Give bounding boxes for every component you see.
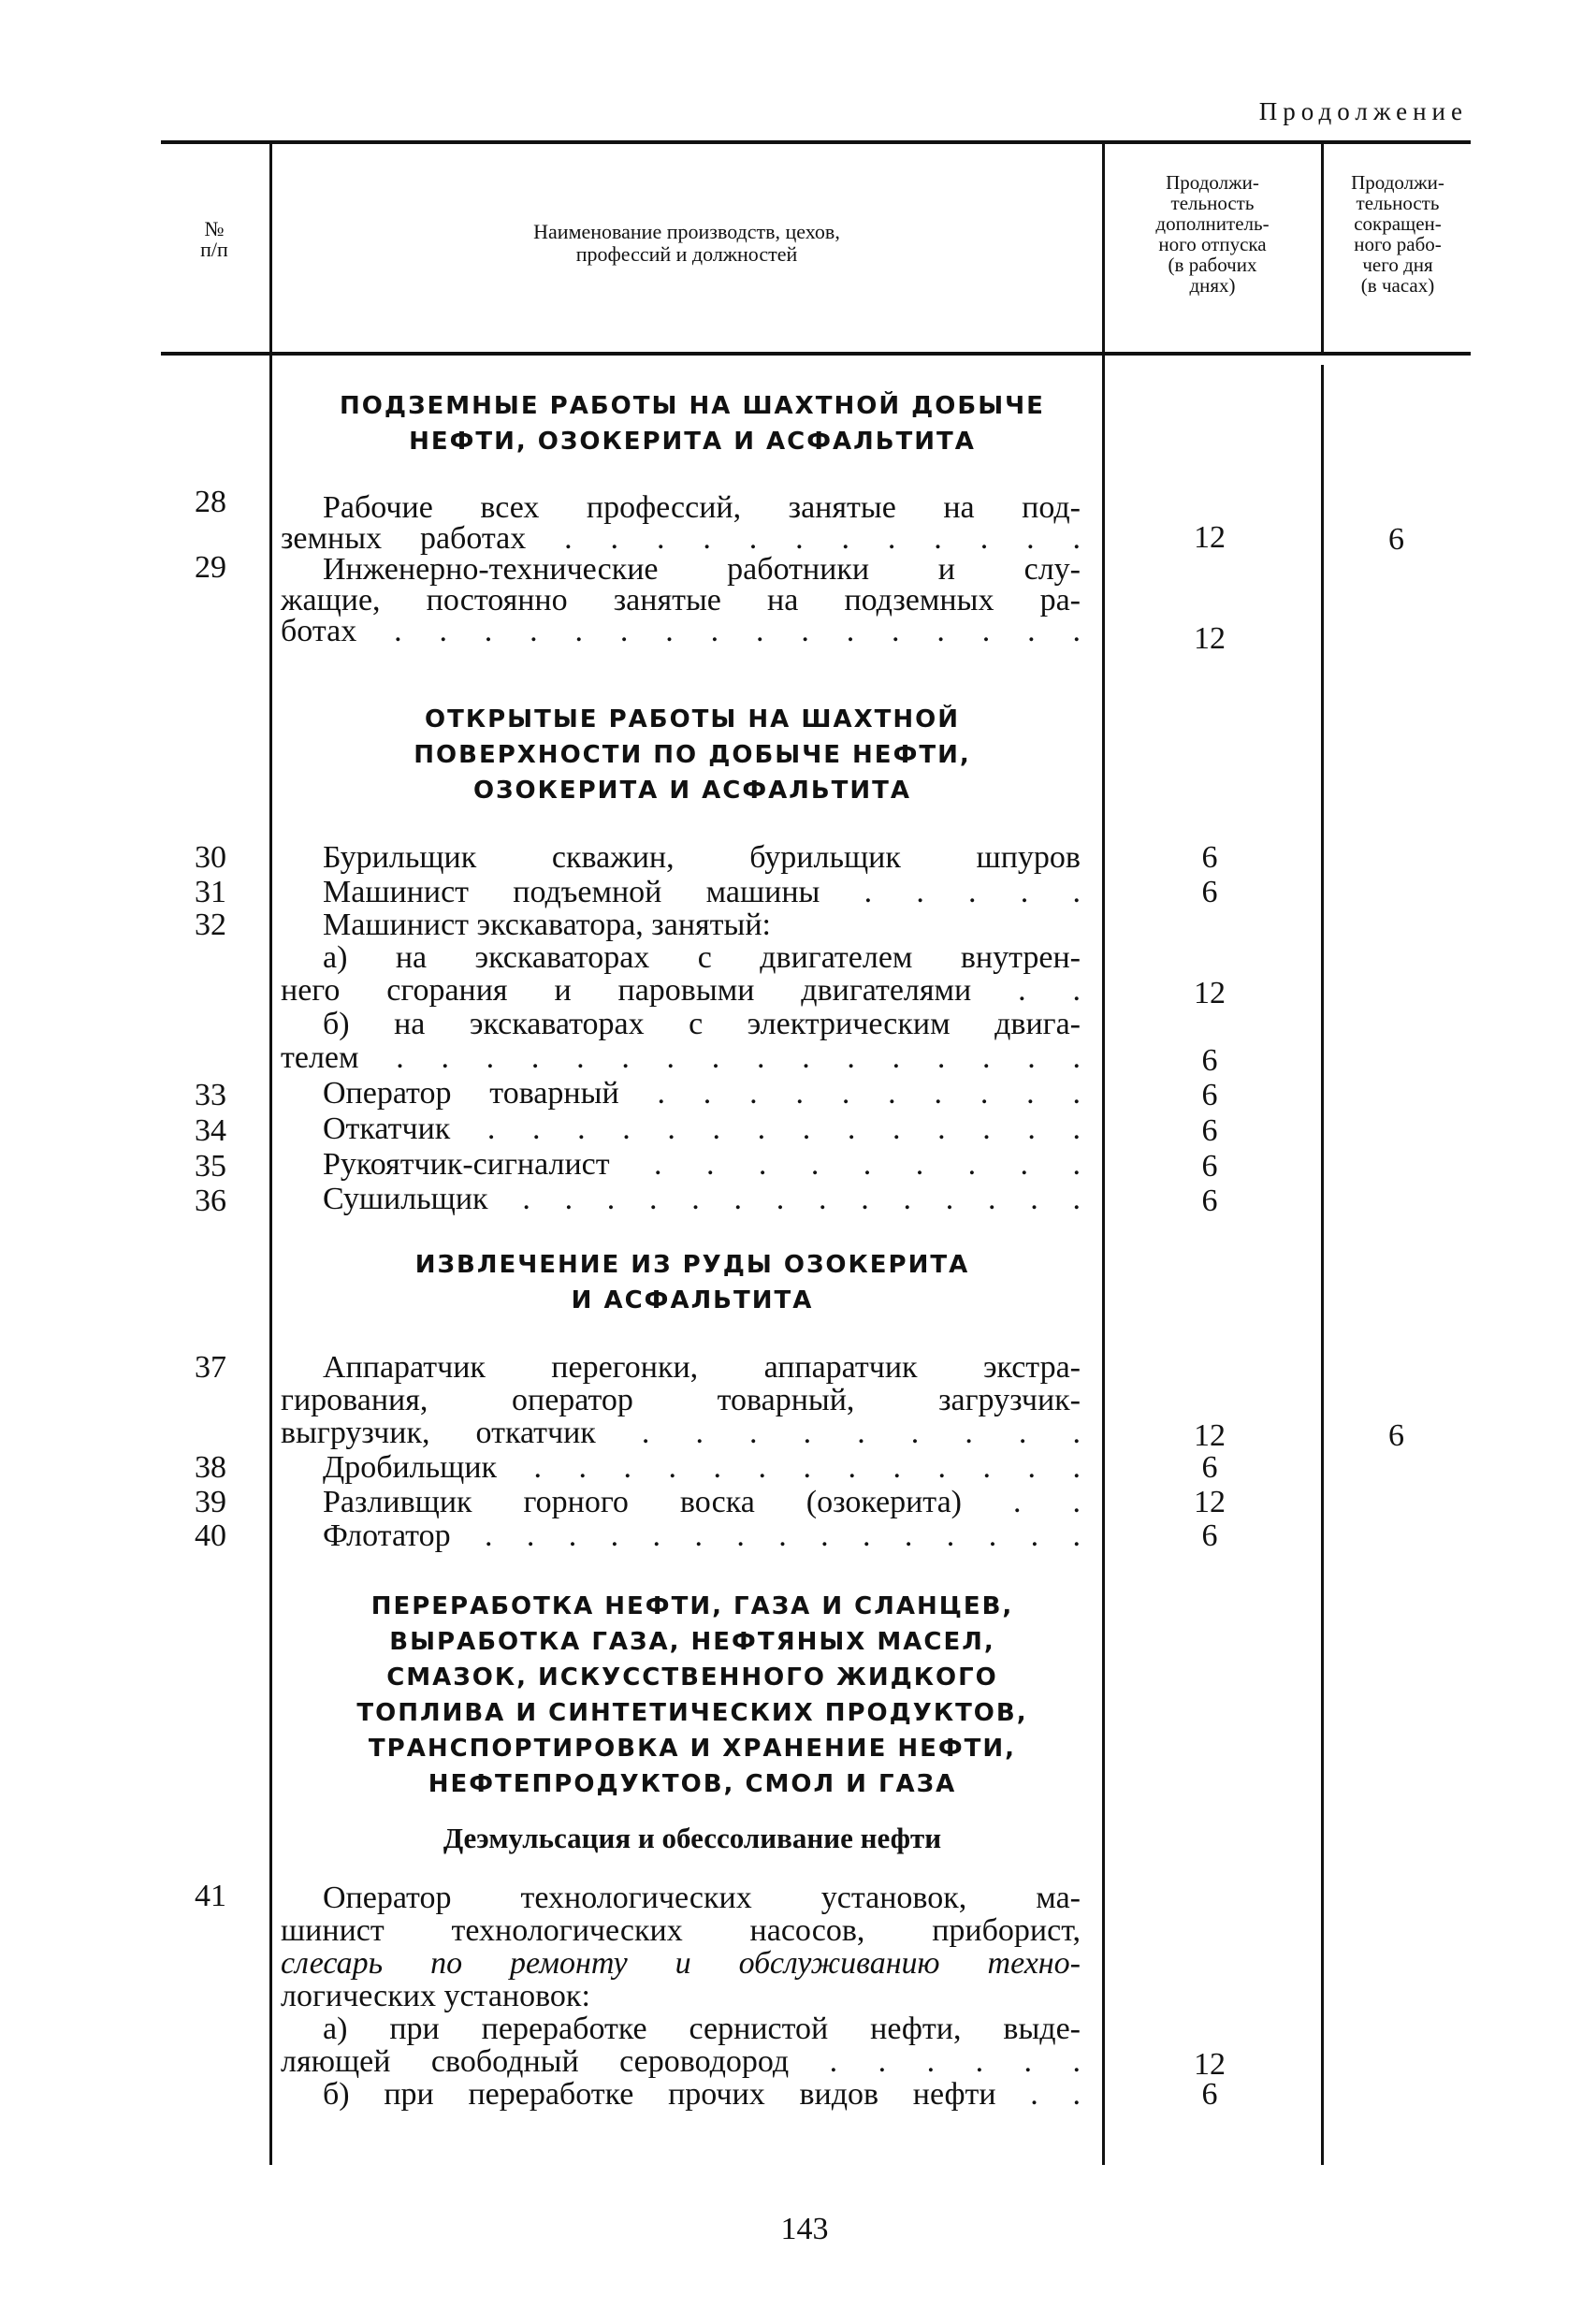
row-text: Инженерно-технические работники и слу- <box>323 552 1081 587</box>
leave-value: 6 <box>1201 1113 1218 1148</box>
row-text: а) при переработке сернистой нефти, выде- <box>323 2012 1081 2046</box>
leave-value: 6 <box>1201 875 1218 909</box>
row-number: 32 <box>195 908 226 942</box>
day-value: 6 <box>1388 1418 1404 1453</box>
section-heading-underground: ПОДЗЕМНЫЕ РАБОТЫ НА ШАХТНОЙ ДОБЫЧЕ НЕФТИ, ОЗОКЕРИТА И АСФАЛЬТИТА <box>340 392 1045 456</box>
row-number: 30 <box>195 840 226 875</box>
column-divider-1 <box>269 142 272 2165</box>
row-text: б) при переработке прочих видов нефти . . <box>323 2077 1081 2112</box>
column-divider-3-lower <box>1321 365 1324 2165</box>
row-text: логических установок: <box>281 1979 590 2013</box>
header-num: № п/п <box>200 217 228 261</box>
row-text: а) на экскаваторах с двигателем внутрен- <box>323 940 1081 975</box>
row-number: 38 <box>195 1450 226 1485</box>
leave-value: 6 <box>1201 1184 1218 1218</box>
row-text: телем . . . . . . . . . . . . . . . . <box>281 1040 1081 1075</box>
header-bottom-rule <box>161 352 1471 356</box>
row-number: 31 <box>195 875 226 909</box>
row-text: Машинист подъемной машины . . . . . <box>323 875 1081 909</box>
row-text: Бурильщик скважин, бурильщик шпуров <box>323 840 1081 875</box>
row-text: Откатчик . . . . . . . . . . . . . . <box>323 1111 1081 1146</box>
row-number: 35 <box>195 1149 226 1184</box>
row-number: 41 <box>195 1879 226 1913</box>
leave-value: 6 <box>1201 840 1218 875</box>
row-number: 34 <box>195 1113 226 1148</box>
table-top-rule <box>161 140 1471 144</box>
row-text: ботах . . . . . . . . . . . . . . . . <box>281 614 1081 648</box>
row-text: него сгорания и паровыми двигателями . . <box>281 973 1081 1008</box>
leave-value: 12 <box>1194 976 1226 1010</box>
row-text: выгрузчик, откатчик . . . . . . . . . <box>281 1416 1081 1450</box>
leave-value: 6 <box>1201 1450 1218 1485</box>
section-heading-open-works: ОТКРЫТЫЕ РАБОТЫ НА ШАХТНОЙ ПОВЕРХНОСТИ ПО ДОБЫЧЕ НЕФТИ, ОЗОКЕРИТА И АСФАЛЬТИТА <box>414 705 971 805</box>
row-text: Оператор товарный . . . . . . . . . . <box>323 1076 1081 1111</box>
row-number: 29 <box>195 550 226 585</box>
row-number: 28 <box>195 485 226 519</box>
row-text: слесарь по ремонту и обслуживанию техно- <box>281 1946 1081 1981</box>
row-text: гирования, оператор товарный, загрузчик- <box>281 1383 1081 1417</box>
header-day-duration: Продолжи- тельность сокращен- ного рабо- чего дня (в часах) <box>1351 171 1444 297</box>
leave-value: 12 <box>1194 2047 1226 2082</box>
row-number: 36 <box>195 1184 226 1218</box>
header-leave-duration: Продолжи- тельность дополнитель- ного отпуска (в рабочих днях) <box>1155 171 1270 297</box>
row-number: 39 <box>195 1485 226 1519</box>
row-text: Оператор технологических установок, ма- <box>323 1881 1081 1915</box>
row-text: земных работах . . . . . . . . . . . . <box>281 521 1081 556</box>
day-value: 6 <box>1388 522 1404 557</box>
row-number: 37 <box>195 1350 226 1385</box>
leave-value: 12 <box>1194 1418 1226 1453</box>
row-number: 40 <box>195 1518 226 1553</box>
leave-value: 6 <box>1201 1043 1218 1078</box>
leave-value: 12 <box>1194 1485 1226 1519</box>
leave-value: 6 <box>1201 1518 1218 1553</box>
row-number: 33 <box>195 1078 226 1112</box>
row-text: шинист технологических насосов, приборист, <box>281 1913 1081 1948</box>
header-name: Наименование производств, цехов, профессий и должностей <box>533 220 840 266</box>
subsection-heading: Деэмульсация и обессоливание нефти <box>443 1822 942 1854</box>
row-text: ляющей свободный сероводород . . . . . . <box>281 2044 1081 2079</box>
leave-value: 6 <box>1201 1078 1218 1112</box>
row-text: Сушильщик . . . . . . . . . . . . . . <box>323 1182 1081 1216</box>
row-text: Аппаратчик перегонки, аппаратчик экстра- <box>323 1350 1081 1385</box>
leave-value: 12 <box>1194 520 1226 555</box>
row-text: Рабочие всех профессий, занятые на под- <box>323 490 1081 525</box>
row-text: Машинист экскаватора, занятый: <box>323 908 772 942</box>
leave-value: 6 <box>1201 1149 1218 1184</box>
row-text: Рукоятчик-сигналист . . . . . . . . . <box>323 1147 1081 1182</box>
row-text: Флотатор . . . . . . . . . . . . . . . <box>323 1518 1081 1553</box>
page-number: 143 <box>780 2212 829 2246</box>
row-text: б) на экскаваторах с электрическим двига- <box>323 1007 1081 1041</box>
row-text: жащие, постоянно занятые на подземных ра- <box>281 583 1081 617</box>
column-divider-3 <box>1321 142 1324 354</box>
section-heading-extraction: ИЗВЛЕЧЕНИЕ ИЗ РУДЫ ОЗОКЕРИТА И АСФАЛЬТИТА <box>414 1251 970 1315</box>
row-text: Разливщик горного воска (озокерита) . . <box>323 1485 1081 1519</box>
leave-value: 12 <box>1194 621 1226 656</box>
leave-value: 6 <box>1201 2077 1218 2112</box>
section-heading-oil-processing: ПЕРЕРАБОТКА НЕФТИ, ГАЗА И СЛАНЦЕВ, ВЫРАБОТКА ГАЗА, НЕФТЯНЫХ МАСЕЛ, СМАЗОК, ИСКУССТВЕННОГО ЖИДКОГО ТОПЛИВА И СИНТЕТИЧЕСКИХ ПРОДУКТОВ, ТРАНСПОРТИРОВКА И ХРАНЕНИЕ НЕФТИ, НЕФТЕПРОДУКТОВ, СМОЛ И ГАЗА <box>356 1592 1028 1798</box>
row-text: Дробильщик . . . . . . . . . . . . . <box>323 1450 1081 1485</box>
continuation-label: Продолжение <box>1258 97 1468 125</box>
